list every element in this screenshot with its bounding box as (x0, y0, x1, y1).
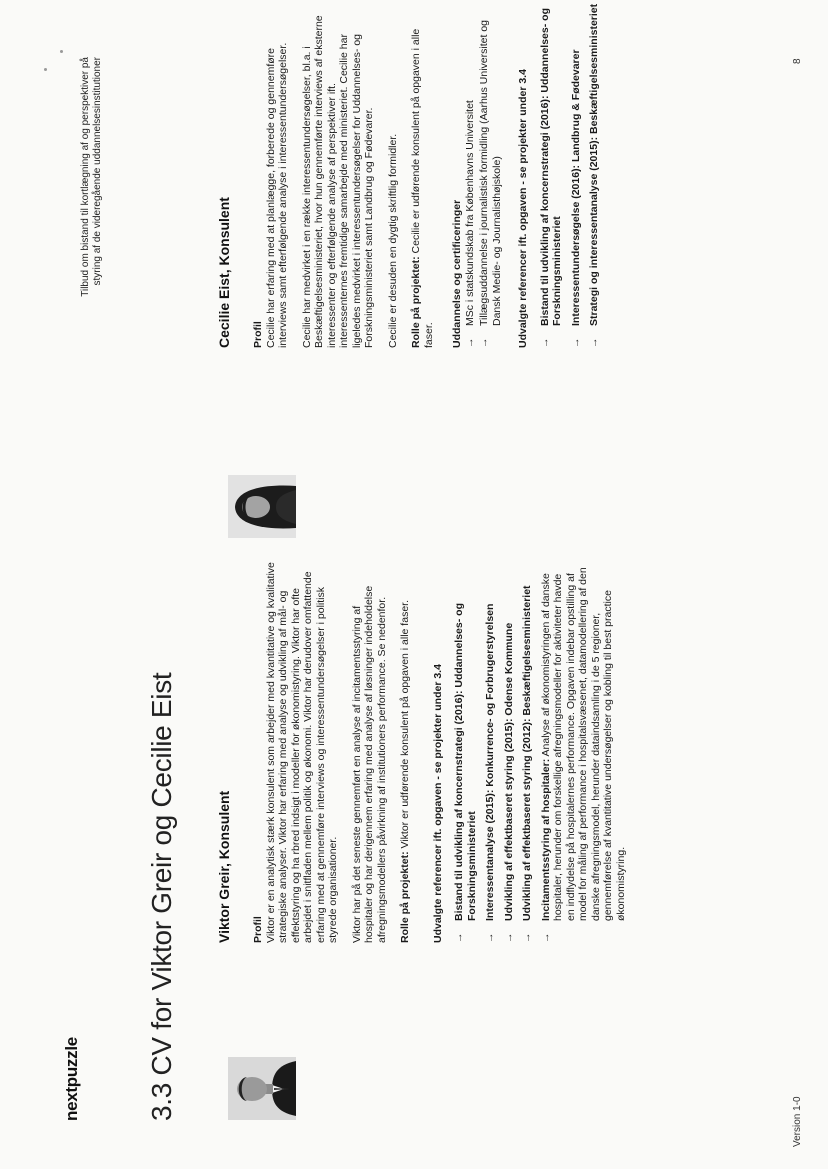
ref-title: Interessentanalyse (2015): Konkurrence- og Forbrugerstyrelsen (484, 603, 496, 921)
viktor-role (399, 561, 412, 943)
list-item (540, 561, 628, 943)
cecilie-profile-p3: Cecilie er desuden en dygtig skriftlig formidler. (386, 133, 399, 348)
arrow-right-icon: → (569, 337, 582, 348)
arrow-right-icon: → (588, 337, 600, 348)
list-item (570, 3, 583, 348)
list-item (478, 3, 503, 348)
edu-text: MSc i statskundskab fra Københavns Universitet (463, 100, 476, 326)
cv-viktor (216, 561, 633, 943)
ref-title: Incitamentsstyring af hospitaler: (539, 758, 552, 921)
cecilie-profile-p2: Cecilie har medvirket i en række interessentundersøgelser, bl.a. i Beskæftigelsesministeriet, hvor hun gennemførte interviews af eksterne interessenter og efterfølgende analyse af perspektiver ift. interessenternes fremtidige samarbejde med ministeriet. Cecilie har ligeledes medvirket i interessentundersøgelser for Uddannelses- og Forskningsministeriet samt Landbrug og Fødevarer. (300, 15, 375, 348)
ref-text: Analyse af økonomistyringen af danske hospitaler, herunder om forskellige afregningsmodeller for aktiviteter havde en indflydelse på hospitalernes performance. Opgaven indebar opstilling af model for måling af performance i hospitalsvæsenet, datamodellering af den danske afregningsmodel, herunder dataindsamling i de 5 regioner, gennemførelse af kvantitative undersøgelser og kobling til best practice økonomistyring. (539, 567, 627, 921)
viktor-role-label: Rolle på projektet: (399, 851, 411, 943)
cecilie-role (410, 3, 435, 348)
ref-title: Interessentundersøgelse (2016): Landbrug & Fødevarer (569, 49, 582, 326)
ref-title: Udvikling af effektbaseret styring (2015): Odense Kommune (502, 622, 515, 921)
arrow-right-icon: → (521, 932, 533, 943)
list-item (521, 561, 534, 943)
viktor-role-text: Viktor er udførende konsulent på opgaven i alle faser. (399, 600, 411, 852)
arrow-right-icon: → (478, 337, 490, 348)
avatar-viktor (228, 1057, 296, 1120)
cecilie-profile-label: Profil (252, 321, 264, 348)
edu-text: Tillægsuddannelse i journalistisk formidling (Aarhus Universitet og Dansk Medie- og Journalisthøjskole) (478, 20, 503, 326)
page-number: 8 (792, 58, 803, 64)
list-item (539, 3, 564, 348)
cecilie-edu-heading: Uddannelse og certificeringer (451, 199, 463, 348)
cv-cecilie (216, 3, 607, 348)
arrow-right-icon: → (484, 932, 496, 943)
viktor-name: Viktor Greir, Konsulent (216, 790, 232, 943)
ref-title: Udvikling af effektbaseret styring (2012): Beskæftigelsesministeriet (521, 585, 533, 921)
arrow-right-icon: → (538, 337, 551, 348)
avatar-cecilie (228, 475, 296, 538)
ref-title: Bistand til udvikling af koncernstrategi (2016): Uddannelses- og Forskningsministeriet (538, 8, 563, 326)
cecilie-role-text: Cecilie er udførende konsulent på opgaven i alle faser. (410, 28, 435, 348)
viktor-profile (252, 561, 627, 943)
cecilie-edu-list (464, 3, 504, 348)
viktor-refs-list (453, 561, 627, 943)
version-label: Version 1-0 (792, 1096, 803, 1147)
cecilie-profile (252, 3, 601, 348)
cecilie-refs-heading: Udvalgte referencer ift. opgaven - se projekter under 3.4 (517, 69, 529, 348)
list-item (464, 3, 477, 348)
arrow-right-icon: → (463, 337, 476, 348)
arrow-right-icon: → (539, 932, 552, 943)
viktor-profile-p1: Viktor er en analytisk stærk konsulent som arbejder med kvantitative og kvalitative strategiske analyser. Viktor har erfaring med analyse og udvikling af mål- og effektstyring og ha rbred indsigt i modeller for økonomistyring. Viktor har ofte arbejdet i snitfladen mellem politik og økonomi. Viktor har derudover omfattende erfaring med at gennemføre interviews og interessentundersøgelser i politisk styrede organisationer. (264, 562, 339, 943)
cecilie-role-label: Rolle på projektet: (410, 256, 422, 348)
cecilie-refs-list (539, 3, 601, 348)
list-item (503, 561, 516, 943)
brand-logo: nextpuzzle (62, 1037, 81, 1121)
page-title: 3.3 CV for Viktor Greir og Cecilie Eist (146, 672, 177, 1121)
viktor-profile-label: Profil (252, 916, 264, 943)
cecilie-profile-p1: Cecilie har erfaring med at planlægge, forberede og gennemføre interviews samt efterfølgende analyse i interessentundersøgelser. (264, 42, 289, 348)
list-item (453, 561, 478, 943)
scan-speck (44, 68, 47, 71)
list-item (484, 561, 497, 943)
ref-title: Bistand til udvikling af koncernstrategi (2016): Uddannelses- og Forskningsministeriet (453, 603, 478, 921)
arrow-right-icon: → (502, 932, 515, 943)
cecilie-name: Cecilie Eist, Konsulent (216, 197, 232, 348)
viktor-profile-p2: Viktor har på det seneste gennemført en analyse af incitamentsstyring af hospitaler og har derigennem erfaring med analyse af løsninger indeholdelse afregningsmodellers påvirkning af institutioners performance. Se nedenfor. (350, 585, 388, 943)
viktor-refs-heading: Udvalgte referencer ift. opgaven - se projekter under 3.4 (431, 664, 444, 943)
list-item (588, 3, 601, 348)
header-subtitle: Tilbud om bistand til kortlægning af og perspektiver på styring af de videregående uddannelsesinstitutioner (80, 57, 103, 297)
arrow-right-icon: → (453, 932, 465, 943)
ref-title: Strategi og interessentanalyse (2015): Beskæftigelsesministeriet (588, 3, 600, 326)
scan-speck (60, 50, 63, 53)
